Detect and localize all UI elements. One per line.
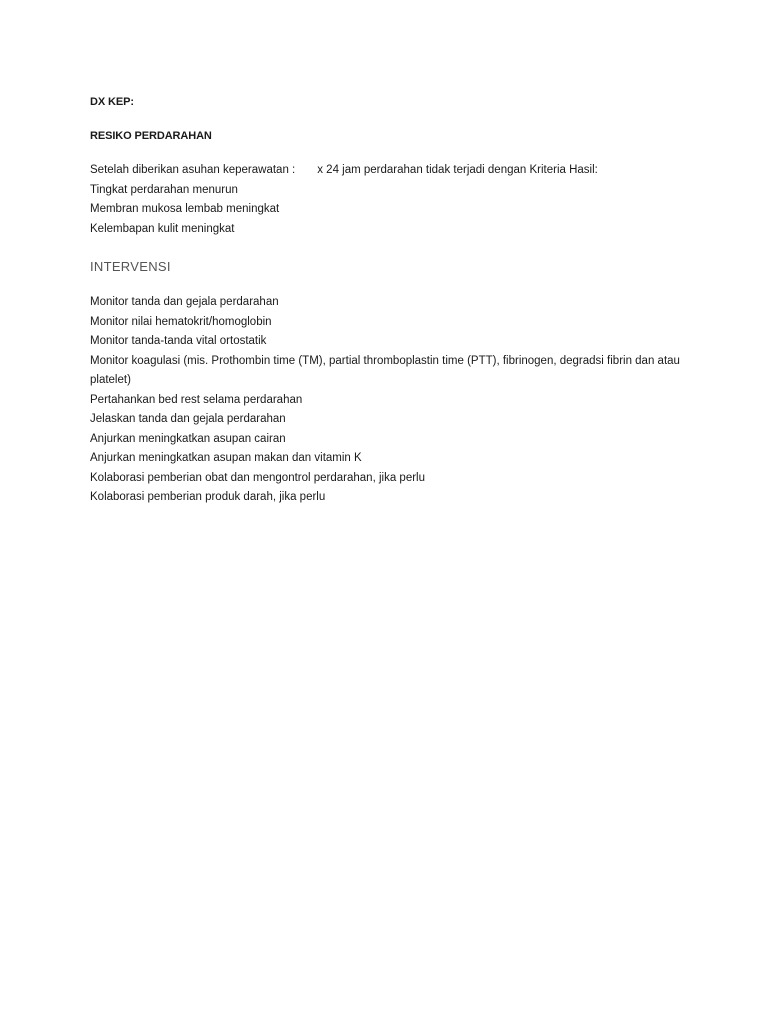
outcome-intro-line bbox=[90, 161, 690, 181]
section-heading-intervensi: INTERVENSI bbox=[90, 259, 171, 275]
diagnosis-title: RESIKO PERDARAHAN bbox=[90, 130, 212, 142]
outcome-intro-left: Setelah diberikan asuhan keperawatan : bbox=[90, 164, 296, 176]
intervention-item: Monitor nilai hematokrit/homoglobin bbox=[90, 315, 272, 328]
outcome-intro-right: x 24 jam perdarahan tidak terjadi dengan Kriteria Hasil: bbox=[317, 164, 598, 176]
criteria-item: Membran mukosa lembab meningkat bbox=[90, 203, 280, 216]
intervention-item: Kolaborasi pemberian produk darah, jika perlu bbox=[90, 491, 326, 504]
intervention-item: Pertahankan bed rest selama perdarahan bbox=[90, 393, 303, 406]
intervention-list bbox=[90, 293, 690, 508]
outcome-block bbox=[90, 161, 690, 239]
intervention-item: Jelaskan tanda dan gejala perdarahan bbox=[90, 413, 286, 426]
intervention-item: Monitor koagulasi (mis. Prothombin time (TM), partial thromboplastin time (PTT), fibrinogen, degradsi fibrin dan atau platelet) bbox=[90, 354, 680, 387]
intervention-item: Kolaborasi pemberian obat dan mengontrol perdarahan, jika perlu bbox=[90, 471, 425, 484]
intervention-item: Anjurkan meningkatkan asupan makan dan vitamin K bbox=[90, 452, 362, 465]
intervention-item: Monitor tanda dan gejala perdarahan bbox=[90, 296, 279, 309]
criteria-item: Tingkat perdarahan menurun bbox=[90, 183, 238, 196]
dx-label: DX KEP: bbox=[90, 96, 134, 108]
intervention-item: Monitor tanda-tanda vital ortostatik bbox=[90, 335, 267, 348]
criteria-item: Kelembapan kulit meningkat bbox=[90, 222, 235, 235]
intervention-item: Anjurkan meningkatkan asupan cairan bbox=[90, 432, 286, 445]
document-content bbox=[90, 94, 690, 508]
